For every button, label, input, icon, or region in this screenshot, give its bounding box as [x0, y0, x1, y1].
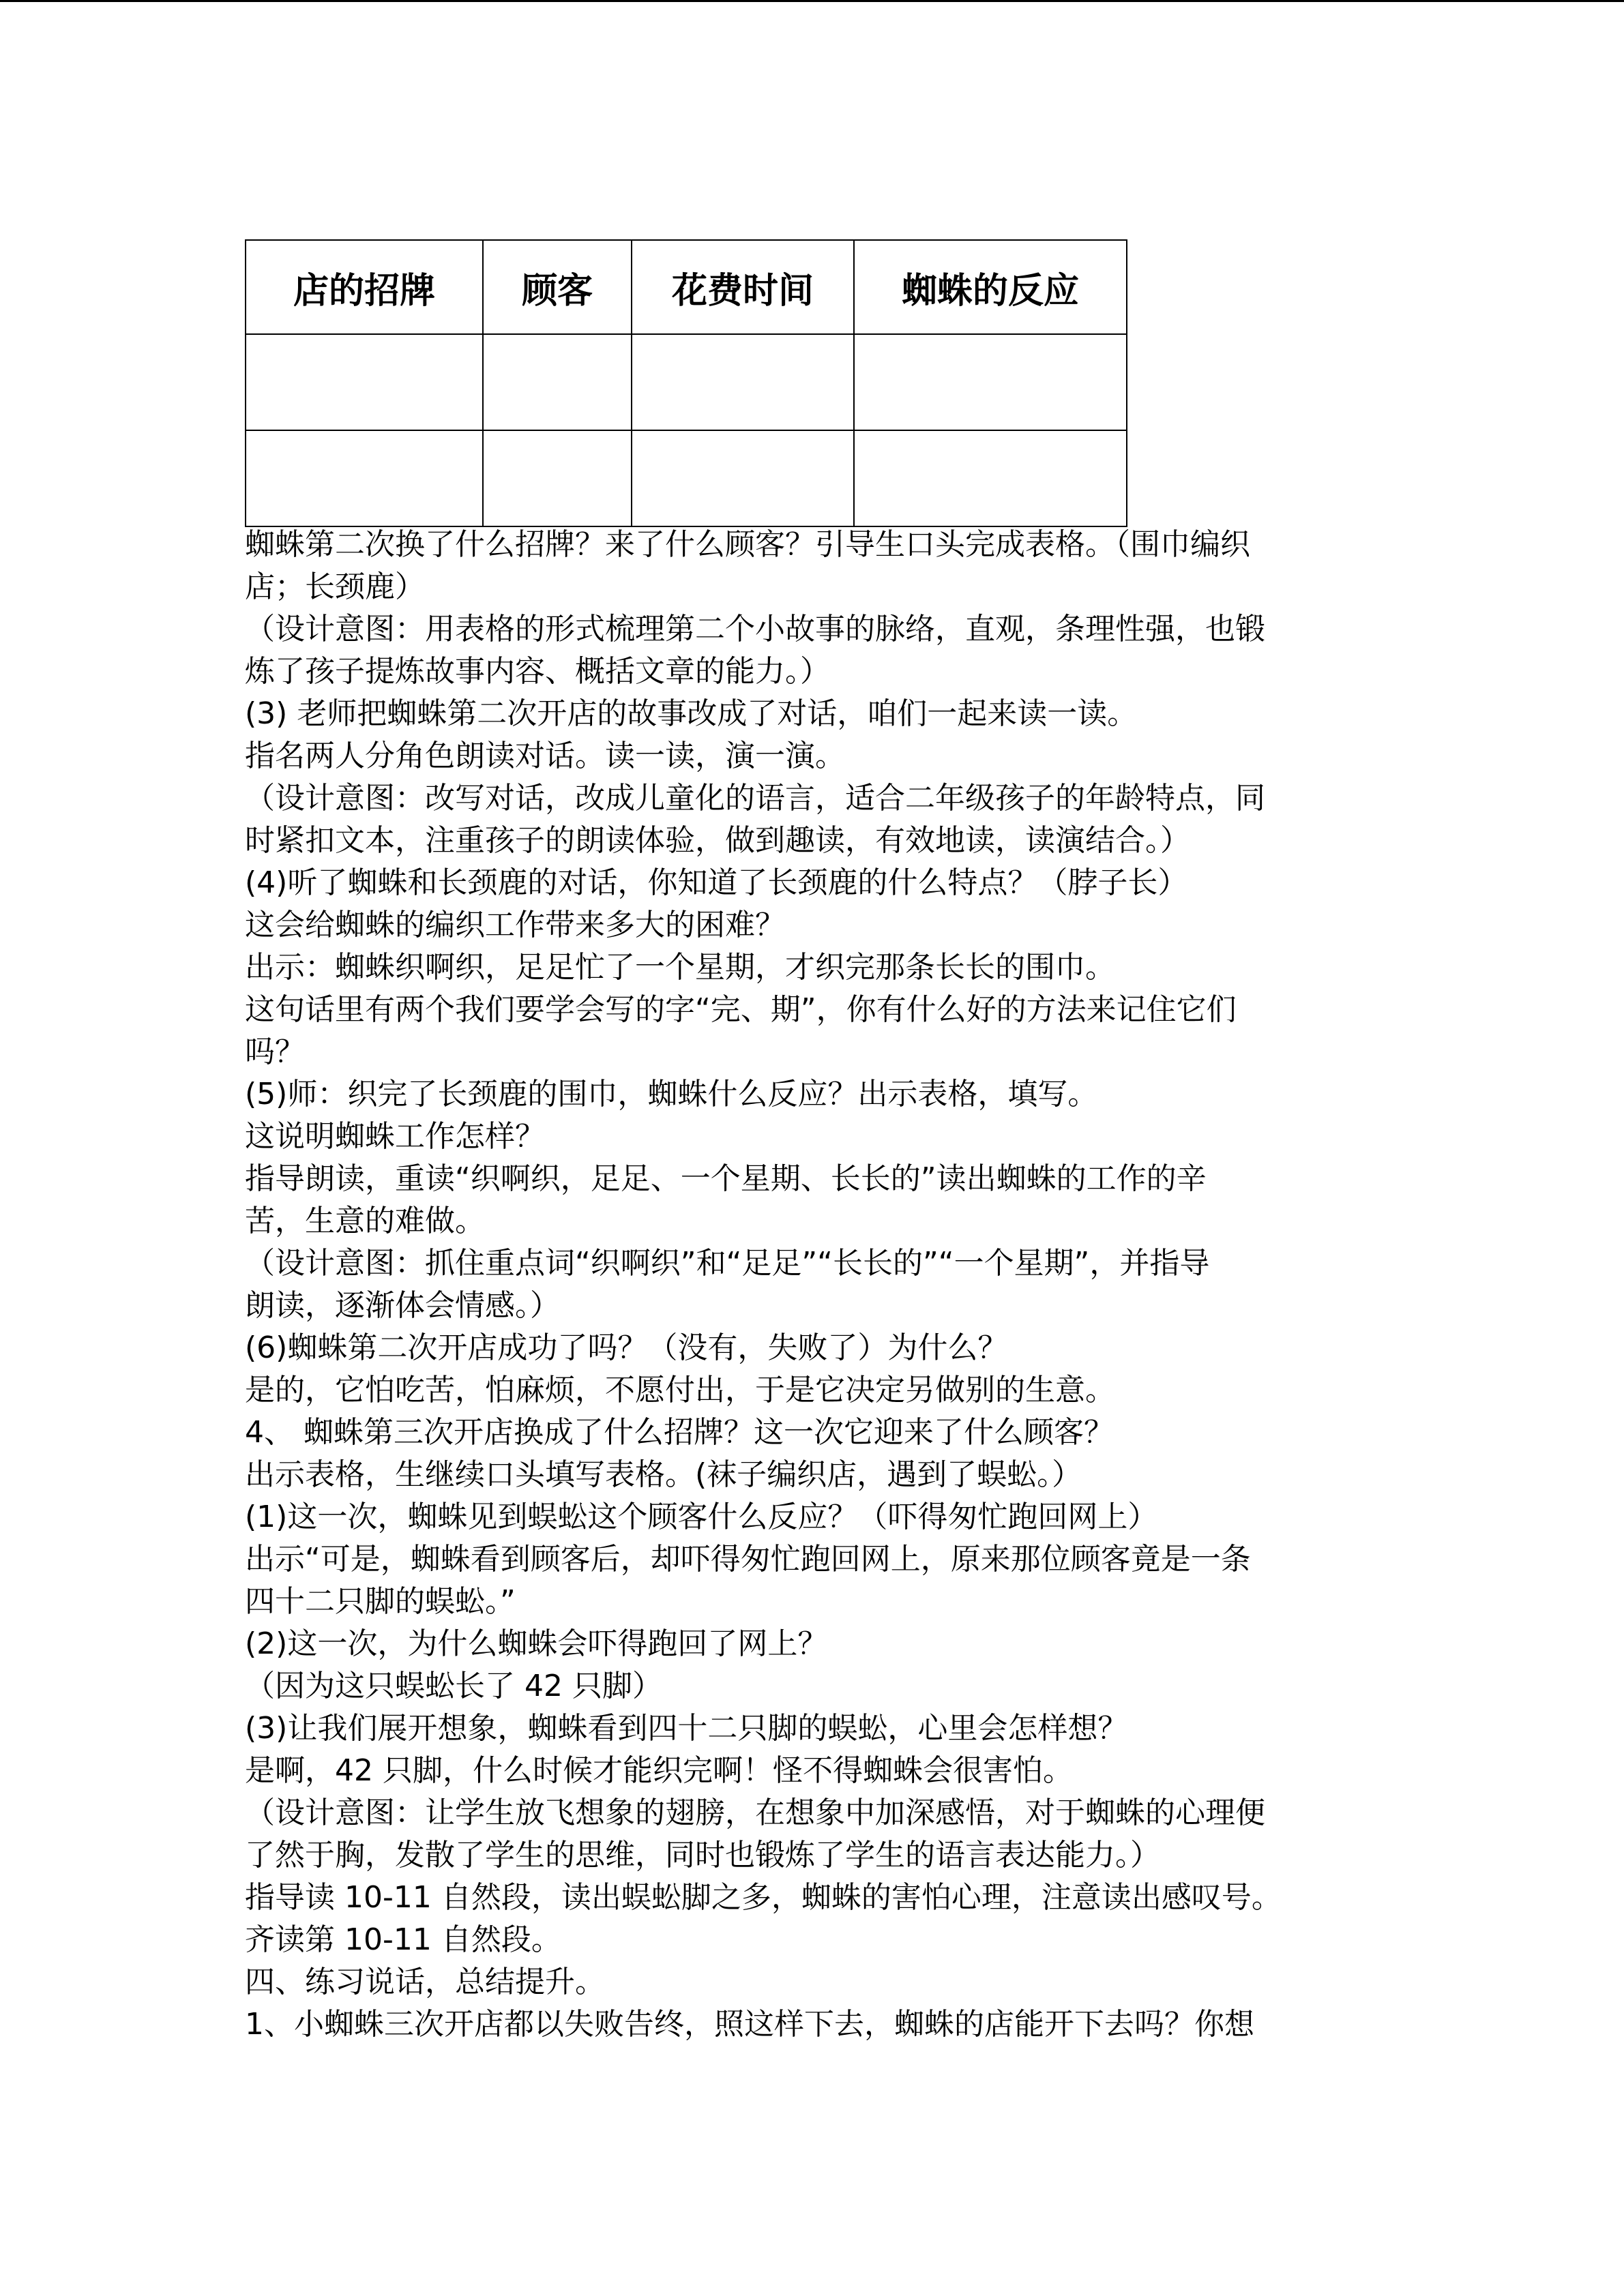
text-line: 指导朗读，重读“织啊织，足足、一个星期、长长的”读出蜘蛛的工作的辛	[245, 1161, 1207, 1196]
header-time-spent: 花费时间	[632, 240, 854, 334]
text-line: (3) 老师把蜘蛛第二次开店的故事改成了对话，咱们一起来读一读。	[245, 696, 1138, 731]
table-header-row	[246, 240, 1127, 334]
text-line: (4)听了蜘蛛和长颈鹿的对话，你知道了长颈鹿的什么特点？（脖子长）	[245, 865, 1188, 900]
text-line: 出示：蜘蛛织啊织，足足忙了一个星期，才织完那条长长的围巾。	[245, 950, 1115, 985]
text-line: 这会给蜘蛛的编织工作带来多大的困难？	[245, 908, 785, 942]
text-line: 这句话里有两个我们要学会写的字“完、期”，你有什么好的方法来记住它们	[245, 992, 1237, 1027]
text-line: (3)让我们展开想象，蜘蛛看到四十二只脚的蜈蚣，心里会怎样想？	[245, 1711, 1128, 1746]
header-shop-sign: 店的招牌	[246, 240, 483, 334]
text-line: （因为这只蜈蚣长了 42 只脚）	[245, 1669, 662, 1703]
text-line: (5)师：织完了长颈鹿的围巾，蜘蛛什么反应？出示表格，填写。	[245, 1077, 1098, 1112]
text-line: 出示“可是，蜘蛛看到顾客后，却吓得匆忙跑回网上，原来那位顾客竟是一条	[245, 1542, 1251, 1577]
text-line: （设计意图：用表格的形式梳理第二个小故事的脉络，直观，条理性强，也锻	[245, 612, 1265, 646]
text-line: 指名两人分角色朗读对话。读一读，演一演。	[245, 739, 845, 773]
text-line: 时紧扣文本，注重孩子的朗读体验，做到趣读，有效地读，读演结合。）	[245, 823, 1190, 858]
table-row	[246, 430, 1127, 526]
text-line: 是的，它怕吃苦，怕麻烦，不愿付出，于是它决定另做别的生意。	[245, 1373, 1115, 1407]
text-line: 4、 蜘蛛第三次开店换成了什么招牌？这一次它迎来了什么顾客？	[245, 1415, 1114, 1450]
text-line: 四十二只脚的蜈蚣。”	[245, 1584, 516, 1619]
text-line: 1、小蜘蛛三次开店都以失败告终，照这样下去，蜘蛛的店能开下去吗？你想	[245, 2007, 1254, 2042]
lesson-plan-text	[245, 524, 1377, 2046]
text-line: 齐读第 10-11 自然段。	[245, 1922, 561, 1957]
text-line: 苦，生意的难做。	[245, 1204, 485, 1238]
text-line: （设计意图：抓住重点词“织啊织”和“足足”“长长的”“一个星期”，并指导	[245, 1246, 1210, 1281]
text-line: (2)这一次，为什么蜘蛛会吓得跑回了网上？	[245, 1626, 828, 1661]
table-cell	[854, 334, 1127, 430]
table-cell	[854, 430, 1127, 526]
top-border-line	[0, 0, 1624, 2]
text-line: 这说明蜘蛛工作怎样？	[245, 1119, 545, 1154]
table-cell	[632, 334, 854, 430]
header-spider-reaction: 蜘蛛的反应	[854, 240, 1127, 334]
table-cell	[483, 334, 632, 430]
text-line: 蜘蛛第二次换了什么招牌？来了什么顾客？引导生口头完成表格。（围巾编织	[245, 527, 1250, 562]
text-line: 吗？	[245, 1034, 305, 1069]
text-line: 了然于胸，发散了学生的思维，同时也锻炼了学生的语言表达能力。）	[245, 1838, 1160, 1873]
table-cell	[632, 430, 854, 526]
text-line: 四、练习说话，总结提升。	[245, 1965, 605, 1999]
text-line: 炼了孩子提炼故事内容、概括文章的能力。）	[245, 654, 830, 689]
text-line: 是啊，42 只脚，什么时候才能织完啊！怪不得蜘蛛会很害怕。	[245, 1753, 1073, 1788]
table-cell	[246, 334, 483, 430]
text-line: （设计意图：让学生放飞想象的翅膀，在想象中加深感悟，对于蜘蛛的心理便	[245, 1795, 1265, 1830]
table-cell	[483, 430, 632, 526]
text-line: (1)这一次，蜘蛛见到蜈蚣这个顾客什么反应？（吓得匆忙跑回网上）	[245, 1500, 1158, 1534]
text-line: 朗读，逐渐体会情感。）	[245, 1288, 560, 1323]
table-row	[246, 334, 1127, 430]
header-customer: 顾客	[483, 240, 632, 334]
text-line: 出示表格，生继续口头填写表格。(袜子编织店，遇到了蜈蚣。）	[245, 1457, 1082, 1492]
text-line: （设计意图：改写对话，改成儿童化的语言，适合二年级孩子的年龄特点，同	[245, 781, 1265, 816]
text-line: 店；长颈鹿）	[245, 569, 425, 604]
shop-summary-table	[245, 239, 1127, 527]
text-line: (6)蜘蛛第二次开店成功了吗？（没有，失败了）为什么？	[245, 1330, 1008, 1365]
table-cell	[246, 430, 483, 526]
text-line: 指导读 10-11 自然段，读出蜈蚣脚之多，蜘蛛的害怕心理，注意读出感叹号。	[245, 1880, 1282, 1915]
